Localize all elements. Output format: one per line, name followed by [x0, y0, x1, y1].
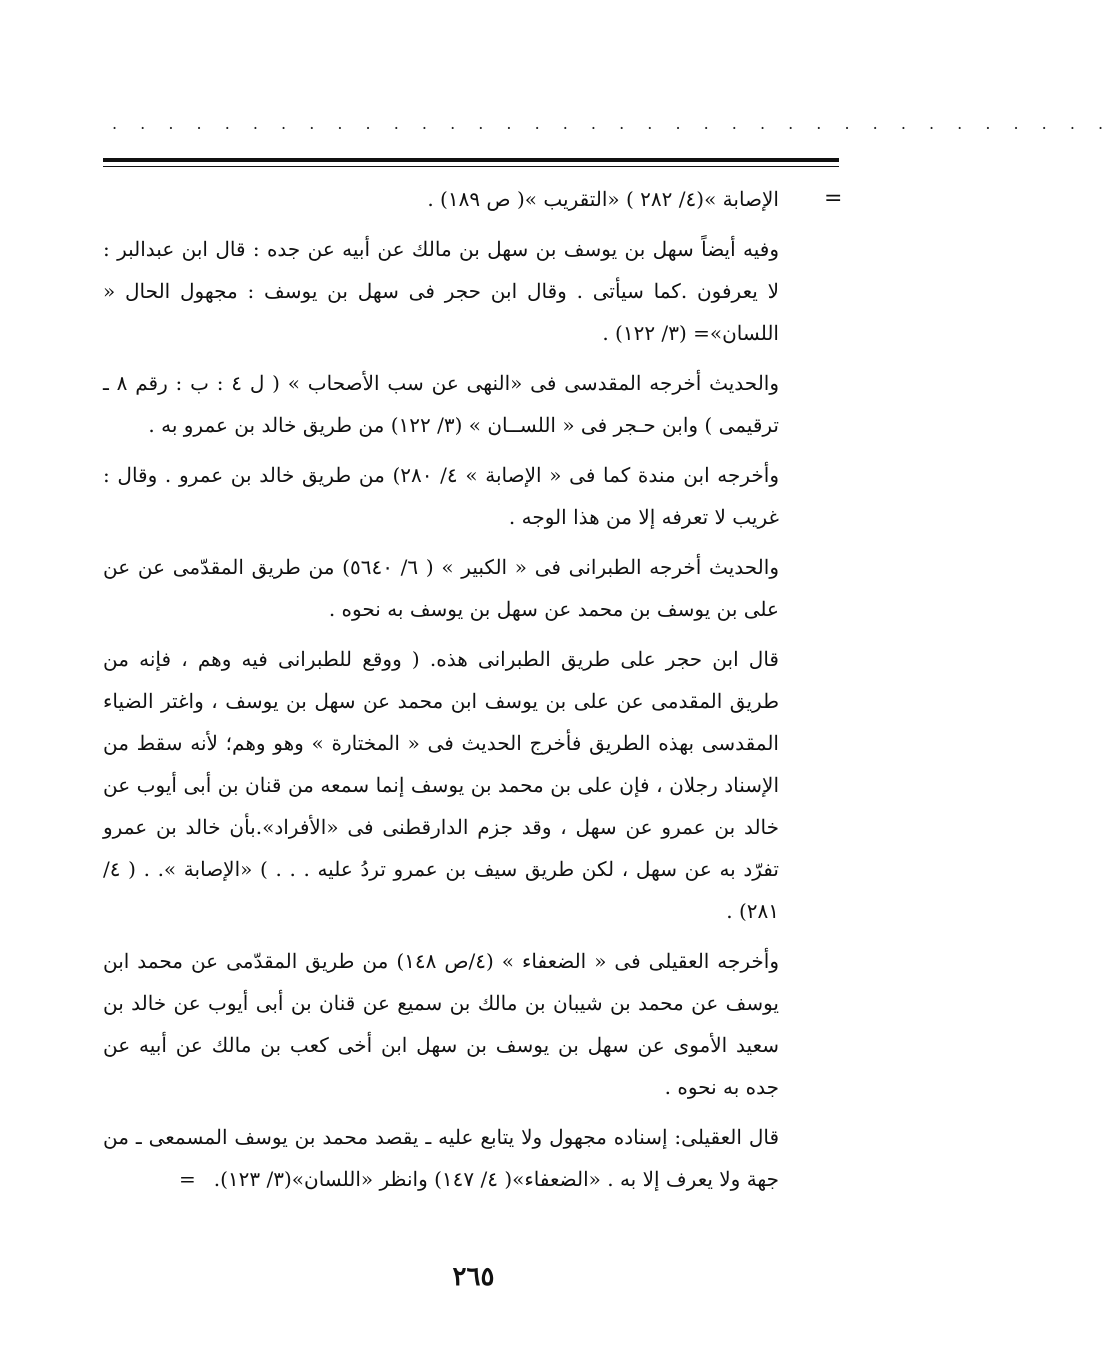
header-rule-thin	[103, 166, 839, 167]
footnote-paragraph-6: قال ابن حجر على طريق الطبرانى هذه. ( ووقع للطبرانى فيه وهم ، فإنه من طريق المقدمى عن على بن يوسف ابن محمد عن سهل بن يوسف ، واغتر الضياء المقدسى بهذه الطريق فأخرج الحديث فى « المختارة » وهو وهم؛ لأنه سقط من الإسناد رجلان ، فإن على بن محمد بن يوسف إنما سمعه من قنان بن أبى أيوب عن خالد بن عمرو عن سهل ، وقد جزم الدارقطنى فى «الأفراد».بأن خالد بن عمرو تفرّد به عن سهل ، لكن طريق سيف بن عمرو تردُ عليه . . . ) «الإصابة ». . ( ٤/ ٢٨١) .	[103, 647, 779, 923]
trailing-continuation-mark: =	[178, 1167, 196, 1191]
dotted-separator: . . . . . . . . . . . . . . . . . . . . . . . . . . . . . . . . . . . .	[112, 114, 1112, 133]
footnote-paragraph-7: وأخرجه العقيلى فى « الضعفاء » (٤/ص ١٤٨) من طريق المقدّمى عن محمد ابن يوسف عن محمد بن شيبان بن مالك بن سميع عن قنان بن أبى أيوب عن خالد بن سعيد الأموى عن سهل بن يوسف بن سهل ابن أخى كعب بن مالك عن أبيه عن جده به نحوه .	[103, 949, 780, 1099]
footnote-body	[103, 178, 779, 1208]
footnote-paragraph-2: وفيه أيضاً سهل بن يوسف بن سهل بن مالك عن أبيه عن جده : قال ابن عبدالبر : لا يعرفون .كما سيأتى . وقال ابن حجر فى سهل بن يوسف : مجهول الحال « اللسان»= (٣/ ١٢٢) .	[103, 237, 779, 345]
footnote-paragraph-3: والحديث أخرجه المقدسى فى «النهى عن سب الأصحاب » ( ل ٤ : ب : رقم ٨ ـ ترقيمى ) وابن حـجر فى « اللســان » (٣/ ١٢٢) من طريق خالد بن عمرو به .	[103, 371, 780, 437]
footnote-paragraph-8	[103, 1116, 779, 1200]
footnote-paragraph-1: الإصابة »(٤/ ٢٨٢ ) «التقريب »( ص ١٨٩) .	[427, 187, 779, 211]
footnote-paragraph-8-text: قال العقيلى: إسناده مجهول ولا يتابع عليه ـ يقصد محمد بن يوسف المسمعى ـ من جهة ولا يعرف إلا به . «الضعفاء»( ٤/ ١٤٧) وانظر «اللسان»(٣/ ١٢٣).	[103, 1125, 779, 1191]
continuation-mark: =	[824, 186, 843, 211]
footnote-paragraph-4: وأخرجه ابن مندة كما فى « الإصابة » ٤/ ٢٨٠) من طريق خالد بن عمرو . وقال : غريب لا تعرفه إلا من هذا الوجه .	[103, 463, 779, 529]
header-rule-thick	[103, 158, 839, 162]
footnote-paragraph-5: والحديث أخرجه الطبرانى فى « الكبير » ( ٦/ ٥٦٤٠) من طريق المقدّمى عن عن على بن يوسف بن محمد عن سهل بن يوسف به نحوه .	[103, 555, 779, 621]
page-number: ٢٦٥	[452, 1262, 495, 1292]
